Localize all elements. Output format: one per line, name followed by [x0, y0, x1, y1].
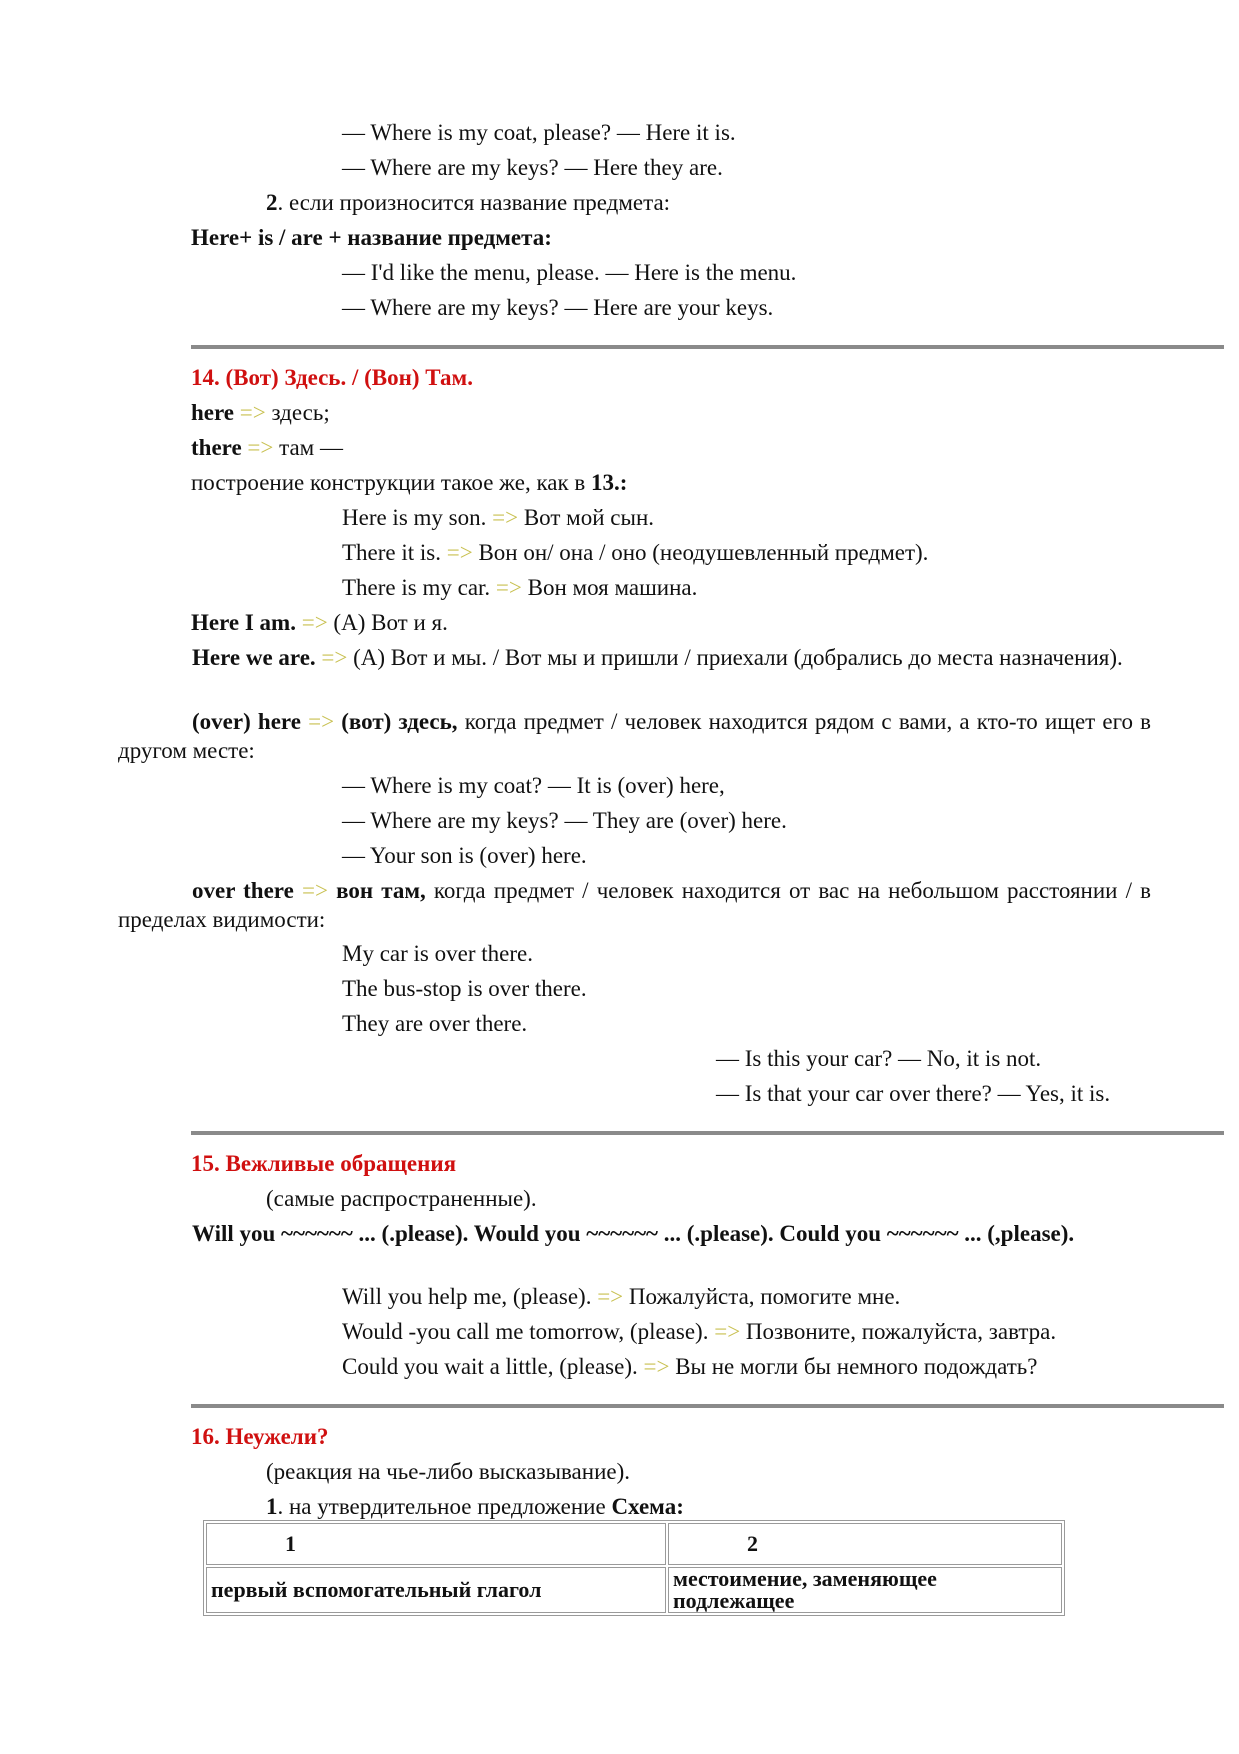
- scheme-table: [203, 1520, 1065, 1616]
- definition-line: [191, 401, 330, 424]
- example-line: My car is over there.: [342, 941, 533, 966]
- example-ru: Вон он/ она / оно (неодушевленный предмет).: [472, 540, 929, 565]
- arrow-icon: =>: [597, 1284, 624, 1309]
- translation: там —: [273, 435, 343, 460]
- example-en: There is my car.: [342, 575, 496, 600]
- phrase: Here we are.: [192, 645, 316, 670]
- construction-ref: 13.:: [591, 470, 628, 495]
- arrow-icon: =>: [301, 878, 328, 903]
- phrase-paragraph: [118, 876, 1151, 934]
- example-line: The bus-stop is over there.: [342, 976, 587, 1001]
- section-heading: 14. (Вот) Здесь. / (Вон) Там.: [191, 365, 473, 390]
- table-cell: местоимение, заменяющее подлежащее: [668, 1567, 1062, 1613]
- phrase: (over) here: [192, 709, 301, 734]
- section-note: (реакция на чье-либо высказывание).: [266, 1459, 631, 1484]
- definition-line: [191, 436, 343, 459]
- example-line: — Where is my coat? — It is (over) here,: [342, 773, 725, 798]
- example-line: [342, 1285, 900, 1308]
- arrow-icon: =>: [446, 540, 473, 565]
- phrase-paragraph: [118, 643, 1151, 672]
- phrase-ru: (вот) здесь,: [341, 709, 458, 734]
- arrow-icon: =>: [495, 575, 522, 600]
- example-line: [342, 541, 928, 564]
- table-row: [206, 1567, 1062, 1613]
- point-text: . на утвердительное предложение: [277, 1494, 612, 1519]
- formula-line: Here+ is / are + название предмета:: [191, 225, 552, 250]
- translation: (А) Вот и мы. / Вот мы и пришли / приехали (добрались до места назначения).: [347, 645, 1123, 670]
- arrow-icon: =>: [301, 610, 328, 635]
- arrow-icon: =>: [308, 709, 335, 734]
- phrase: Here I am.: [191, 610, 296, 635]
- phrase: over there: [192, 878, 294, 903]
- example-en: Here is my son.: [342, 505, 493, 530]
- formula-paragraph: [118, 1219, 1151, 1248]
- term: there: [191, 435, 242, 460]
- phrase-ru: вон там,: [336, 878, 426, 903]
- translation: когда предмет / человек находится от вас на небольшом расстоянии / в пределах видимости:: [118, 878, 1152, 932]
- construction-line: [191, 471, 627, 494]
- formula: Will you ~~~~~~ ... (.please). Would you ~~~~~~ ... (.please). Could you ~~~~~~ ... (,please).: [192, 1221, 1075, 1246]
- example-en: Would -you call me tomorrow, (please).: [342, 1319, 715, 1344]
- example-line: They are over there.: [342, 1011, 528, 1036]
- point-line: [266, 191, 670, 214]
- point-number: 2: [266, 190, 278, 215]
- dialog-line: — Is that your car over there? — Yes, it is.: [716, 1081, 1111, 1106]
- example-line: [342, 576, 697, 599]
- translation: здесь;: [265, 400, 330, 425]
- scheme-label: Схема:: [611, 1494, 684, 1519]
- example-ru: Позвоните, пожалуйста, завтра.: [740, 1319, 1057, 1344]
- example-en: Could you wait a little, (please).: [342, 1354, 644, 1379]
- example-ru: Пожалуйста, помогите мне.: [623, 1284, 901, 1309]
- section-divider: [191, 1131, 1224, 1135]
- arrow-icon: =>: [239, 400, 266, 425]
- arrow-icon: =>: [714, 1319, 741, 1344]
- arrow-icon: =>: [492, 505, 519, 530]
- example-ru: Вон моя машина.: [521, 575, 698, 600]
- construction-text: построение конструкции такое же, как в: [191, 470, 592, 495]
- translation: когда предмет / человек находится рядом с вами, а кто-то ищет его в другом месте:: [118, 709, 1151, 763]
- phrase-paragraph: [118, 707, 1151, 765]
- table-header-cell: 2: [668, 1523, 1062, 1565]
- example-line: — I'd like the menu, please. — Here is the menu.: [342, 260, 797, 285]
- translation: (А) Вот и я.: [327, 610, 448, 635]
- table-header-cell: 1: [206, 1523, 666, 1565]
- point-line: [266, 1495, 684, 1518]
- table-row: [206, 1523, 1062, 1565]
- example-ru: Вы не могли бы немного подождать?: [669, 1354, 1038, 1379]
- section-divider: [191, 345, 1224, 349]
- example-line: [342, 1320, 1056, 1343]
- arrow-icon: =>: [643, 1354, 670, 1379]
- section-note: (самые распространенные).: [266, 1186, 537, 1211]
- section-heading: 15. Вежливые обращения: [191, 1151, 457, 1176]
- term: here: [191, 400, 235, 425]
- example-line: [342, 506, 654, 529]
- example-en: Will you help me, (please).: [342, 1284, 598, 1309]
- example-line: — Where are my keys? — Here are your keys.: [342, 295, 774, 320]
- point-number: 1: [266, 1494, 278, 1519]
- section-divider: [191, 1404, 1224, 1408]
- arrow-icon: =>: [247, 435, 274, 460]
- table-cell: первый вспомогательный глагол: [206, 1567, 666, 1613]
- example-en: There it is.: [342, 540, 447, 565]
- example-line: — Your son is (over) here.: [342, 843, 587, 868]
- phrase-line: [191, 611, 448, 634]
- arrow-icon: =>: [321, 645, 348, 670]
- example-line: — Where is my coat, please? — Here it is.: [342, 120, 736, 145]
- example-line: — Where are my keys? — They are (over) here.: [342, 808, 787, 833]
- example-line: [342, 1355, 1037, 1378]
- dialog-line: — Is this your car? — No, it is not.: [716, 1046, 1042, 1071]
- section-heading: 16. Неужели?: [191, 1424, 329, 1449]
- example-ru: Вот мой сын.: [518, 505, 655, 530]
- point-text: . если произносится название предмета:: [277, 190, 671, 215]
- example-line: — Where are my keys? — Here they are.: [342, 155, 723, 180]
